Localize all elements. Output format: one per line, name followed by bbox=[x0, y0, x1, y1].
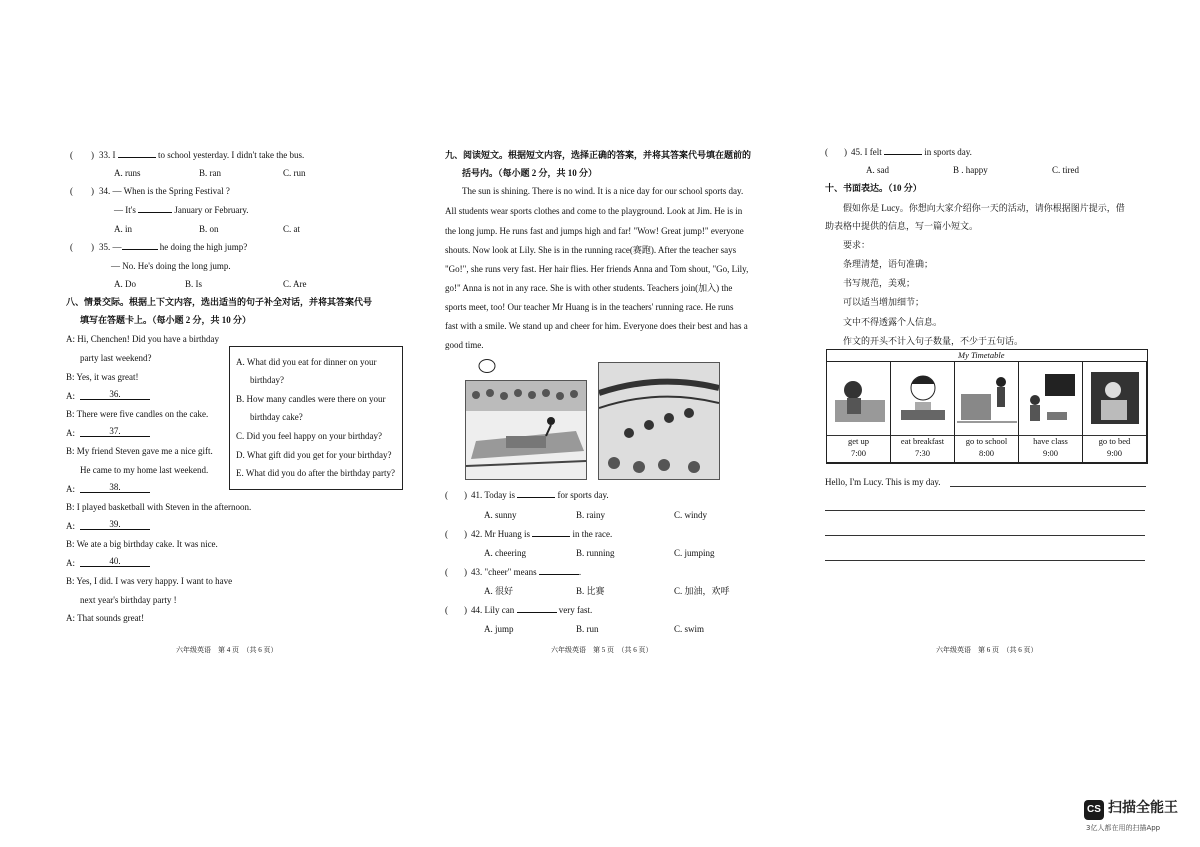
q33-close: ) bbox=[91, 150, 94, 160]
writing-prompt-2: 助表格中提供的信息，写一篇小短文。 bbox=[825, 221, 979, 231]
blank-39: 39. bbox=[80, 519, 150, 530]
q33-stem: 33. I to school yesterday. I didn't take the bus. bbox=[99, 150, 305, 160]
q33-opt-c: C. run bbox=[283, 168, 306, 178]
bed-picture bbox=[1085, 364, 1145, 434]
watermark-subtitle: 3亿人都在用的扫描App bbox=[1086, 824, 1161, 832]
timetable-cell-eat-breakfast bbox=[890, 361, 955, 463]
q42-opt-b: B. running bbox=[576, 548, 615, 558]
timetable-time: 8:00 bbox=[978, 448, 995, 458]
paren-45: ( bbox=[825, 147, 828, 157]
passage-line: sports meet, too! Our teacher Mr Huang is in the teachers' running race. He runs bbox=[445, 302, 734, 312]
q34-close: ) bbox=[91, 186, 94, 196]
get-up-picture bbox=[829, 364, 889, 434]
dialog-line: B: Yes, it was great! bbox=[66, 372, 139, 382]
q43-opt-c: C. 加油，欢呼 bbox=[674, 586, 730, 596]
paren-43: ( bbox=[445, 567, 448, 577]
q34-line2: — It's January or February. bbox=[114, 205, 249, 215]
paren-35: ( bbox=[70, 242, 73, 252]
q35-opt-a: A. Do bbox=[114, 279, 136, 289]
writing-line[interactable] bbox=[950, 486, 1146, 487]
dialog-line: B: I played basketball with Steven in the afternoon. bbox=[66, 502, 252, 512]
option-e: E. What did you do after the birthday party? bbox=[236, 468, 396, 478]
q33-opt-a: A. runs bbox=[114, 168, 141, 178]
timetable-time: 7:00 bbox=[850, 448, 867, 458]
q34-stem: 34. — When is the Spring Festival ? bbox=[99, 186, 230, 196]
timetable-activity: have class bbox=[1033, 436, 1068, 446]
passage-line: All students wear sports clothes and come to the playground. Look at Jim. He is in bbox=[445, 206, 743, 216]
q34-opt-b: B. on bbox=[199, 224, 219, 234]
option-a-cont: birthday? bbox=[250, 375, 284, 385]
q45-close: ) bbox=[844, 147, 847, 157]
passage-line: the long jump. He runs fast and jumps high and far! "Wow! Great jump!" everyone bbox=[445, 226, 744, 236]
q44-stem: 44. Lily can very fast. bbox=[471, 605, 593, 615]
option-d: D. What gift did you get for your birthday? bbox=[236, 450, 392, 460]
watermark-brand: 扫描全能王 bbox=[1108, 800, 1178, 816]
q41-stem: 41. Today is for sports day. bbox=[471, 490, 609, 500]
footer-page-6: 六年级英语 第 6 页 （共 6 页） bbox=[936, 646, 1038, 654]
blank-37: 37. bbox=[80, 426, 150, 437]
requirement: 文中不得透露个人信息。 bbox=[843, 317, 943, 327]
timetable-activity: eat breakfast bbox=[900, 436, 945, 446]
class-picture bbox=[1021, 364, 1081, 434]
requirement: 可以适当增加细节； bbox=[843, 297, 925, 307]
timetable-activity: get up bbox=[847, 436, 869, 446]
dialog-line: B: My friend Steven gave me a nice gift. bbox=[66, 446, 213, 456]
writing-prompt: 假如你是 Lucy。你想向大家介绍你一天的活动，请你根据图片提示，借 bbox=[843, 203, 1125, 213]
long-jump-drawing bbox=[466, 381, 586, 479]
option-a: A. What did you eat for dinner on your bbox=[236, 357, 377, 367]
dialog-line: next year's birthday party ! bbox=[80, 595, 177, 605]
dialog-line: A: That sounds great! bbox=[66, 613, 145, 623]
q41-opt-a: A. sunny bbox=[484, 510, 517, 520]
timetable-title: My Timetable bbox=[958, 350, 1005, 360]
q35-opt-c: C. Are bbox=[283, 279, 307, 289]
option-b-cont: birthday cake? bbox=[250, 412, 303, 422]
requirement: 作文的开头不计入句子数量，不少于五句话。 bbox=[843, 336, 1024, 346]
timetable-activity: go to school bbox=[965, 436, 1008, 446]
q45-opt-b: B . happy bbox=[953, 165, 988, 175]
timetable-activity: go to bed bbox=[1098, 436, 1131, 446]
passage-line: good time. bbox=[445, 340, 484, 350]
paren-34: ( bbox=[70, 186, 73, 196]
q44-opt-a: A. jump bbox=[484, 624, 514, 634]
footer-page-5: 六年级英语 第 5 页 （共 6 页） bbox=[551, 646, 653, 654]
q44-opt-b: B. run bbox=[576, 624, 599, 634]
timetable-cell-go-to-bed bbox=[1082, 361, 1147, 463]
section-10-title: 十、书面表达。（10 分） bbox=[825, 183, 922, 193]
option-c: C. Did you feel happy on your birthday? bbox=[236, 431, 382, 441]
q35-stem: 35. — he doing the high jump? bbox=[99, 242, 248, 252]
timetable-cell-go-to-school bbox=[954, 361, 1019, 463]
section-8-title-2: 填写在答题卡上。（每小题 2 分，共 10 分） bbox=[80, 315, 252, 325]
q44-close: ) bbox=[464, 605, 467, 615]
dialog-line: B: Yes, I did. I was very happy. I want to have bbox=[66, 576, 233, 586]
blank-38: 38. bbox=[80, 482, 150, 493]
q42-opt-a: A. cheering bbox=[484, 548, 526, 558]
q43-opt-a: A. 很好 bbox=[484, 586, 513, 596]
timetable-time: 9:00 bbox=[1106, 448, 1123, 458]
q42-stem: 42. Mr Huang is in the race. bbox=[471, 529, 613, 539]
q43-close: ) bbox=[464, 567, 467, 577]
dialog-line: He came to my home last weekend. bbox=[80, 465, 209, 475]
writing-line[interactable] bbox=[825, 560, 1145, 561]
paren-41: ( bbox=[445, 490, 448, 500]
running-race-illustration bbox=[598, 362, 720, 480]
dialog-line: party last weekend? bbox=[80, 353, 152, 363]
q34-opt-a: A. in bbox=[114, 224, 132, 234]
q45-opt-c: C. tired bbox=[1052, 165, 1079, 175]
paren-33: ( bbox=[70, 150, 73, 160]
sun-icon bbox=[478, 358, 496, 376]
requirement: 书写规范，美观； bbox=[843, 278, 916, 288]
long-jump-illustration bbox=[465, 380, 587, 480]
q43-stem: 43. "cheer" means . bbox=[471, 567, 582, 577]
passage-line: go!" Anna is not in any race. She is with other students. Teachers join(加入) the bbox=[445, 283, 733, 293]
dialog-line: B: There were five candles on the cake. bbox=[66, 409, 209, 419]
q33-opt-b: B. ran bbox=[199, 168, 221, 178]
passage-line: shouts. Now look at Lily. She is in the running race(赛跑). After the teacher says bbox=[445, 245, 737, 255]
q44-opt-c: C. swim bbox=[674, 624, 705, 634]
dialog-line: A: bbox=[66, 558, 75, 568]
section-8-title: 八、情景交际。根据上下文内容，选出适当的句子补全对话，并将其答案代号 bbox=[66, 297, 373, 307]
q34-opt-c: C. at bbox=[283, 224, 300, 234]
timetable-cell-have-class bbox=[1018, 361, 1083, 463]
dialog-line: A: bbox=[66, 521, 75, 531]
blank-40: 40. bbox=[80, 556, 150, 567]
requirement: 条理清楚，语句准确； bbox=[843, 259, 934, 269]
writing-line[interactable] bbox=[825, 535, 1145, 536]
q43-opt-b: B. 比赛 bbox=[576, 586, 605, 596]
q41-opt-b: B. rainy bbox=[576, 510, 605, 520]
section-9-title: 九、阅读短文。根据短文内容，选择正确的答案，并将其答案代号填在题前的 bbox=[445, 150, 752, 160]
q45-opt-a: A. sad bbox=[866, 165, 889, 175]
paren-44: ( bbox=[445, 605, 448, 615]
q45-stem: 45. I felt in sports day. bbox=[851, 147, 972, 157]
timetable-cell-get-up bbox=[826, 361, 891, 463]
writing-line[interactable] bbox=[825, 510, 1145, 511]
breakfast-picture bbox=[893, 364, 953, 434]
q41-opt-c: C. windy bbox=[674, 510, 708, 520]
camscanner-logo-icon: CS bbox=[1084, 800, 1104, 820]
blank-36: 36. bbox=[80, 389, 150, 400]
passage-line: The sun is shining. There is no wind. It is a nice day for our school sports day. bbox=[462, 186, 744, 196]
passage-line: fast with a smile. We stand up and cheer for him. Everyone does their best and has a bbox=[445, 321, 748, 331]
running-race-drawing bbox=[599, 363, 719, 479]
footer-page-4: 六年级英语 第 4 页 （共 6 页） bbox=[176, 646, 278, 654]
q35-line2: — No. He's doing the long jump. bbox=[111, 261, 231, 271]
section-9-title-2: 括号内。（每小题 2 分，共 10 分） bbox=[462, 168, 598, 178]
requirements-title: 要求： bbox=[843, 240, 871, 250]
dialog-line: B: We ate a big birthday cake. It was nice. bbox=[66, 539, 218, 549]
timetable-time: 7:30 bbox=[914, 448, 931, 458]
school-picture bbox=[957, 364, 1017, 434]
dialog-line: A: Hi, Chenchen! Did you have a birthday bbox=[66, 334, 219, 344]
q42-close: ) bbox=[464, 529, 467, 539]
timetable-time: 9:00 bbox=[1042, 448, 1059, 458]
option-b: B. How many candles were there on your bbox=[236, 394, 386, 404]
writing-intro: Hello, I'm Lucy. This is my day. bbox=[825, 477, 941, 487]
q42-opt-c: C. jumping bbox=[674, 548, 715, 558]
passage-line: "Go!", she runs very fast. Her hair flies. Her friends Anna and Tom shout, "Go, Lily, bbox=[445, 264, 749, 274]
q41-close: ) bbox=[464, 490, 467, 500]
dialog-line: A: bbox=[66, 484, 75, 494]
q35-opt-b: B. Is bbox=[185, 279, 203, 289]
q35-close: ) bbox=[91, 242, 94, 252]
dialog-line: A: bbox=[66, 428, 75, 438]
paren-42: ( bbox=[445, 529, 448, 539]
dialog-line: A: bbox=[66, 391, 75, 401]
